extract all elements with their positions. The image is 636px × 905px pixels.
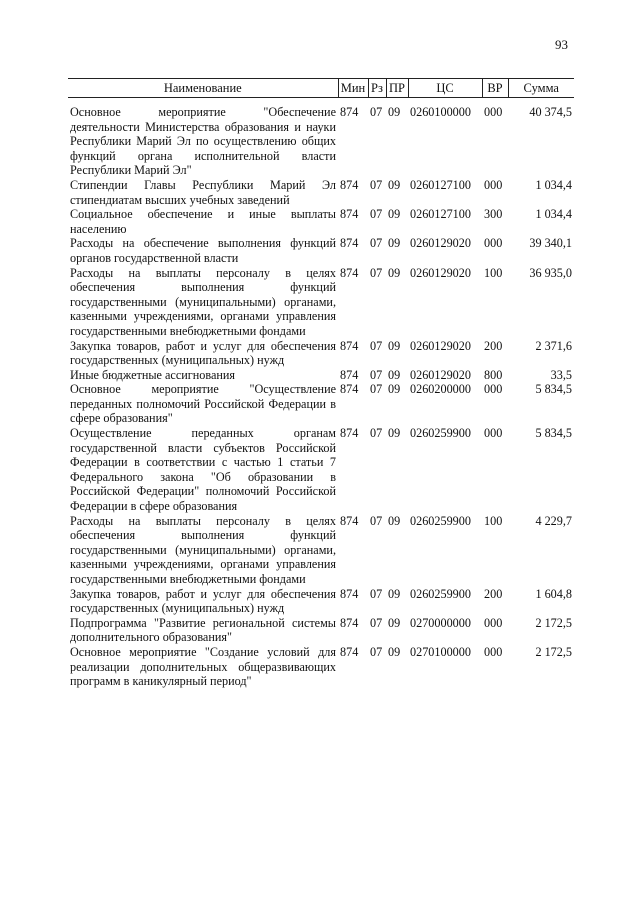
cell-pr: 09 <box>388 177 401 192</box>
cell-vr: 100 <box>484 513 503 528</box>
cell-pr: 09 <box>388 236 401 251</box>
cell-name: Закупка товаров, работ и услуг для обеспечения государственных (муниципальных) нужд <box>70 338 336 368</box>
cell-sum: 2 371,6 <box>535 338 572 353</box>
cell-pr: 09 <box>388 367 401 382</box>
cell-rz: 07 <box>370 367 383 382</box>
cell-rz: 07 <box>370 586 383 601</box>
header-vr: ВР <box>482 79 508 98</box>
table-row <box>68 368 574 383</box>
cell-sum: 40 374,5 <box>529 105 572 119</box>
table-row <box>68 382 574 426</box>
cell-sum: 5 834,5 <box>535 382 572 397</box>
cell-cs: 0260127100 <box>410 177 471 192</box>
cell-pr: 09 <box>388 207 401 222</box>
cell-cs: 0270100000 <box>410 644 471 659</box>
cell-vr: 100 <box>484 265 503 280</box>
cell-name: Расходы на выплаты персоналу в целях обеспечения выполнения функций государственными (муниципальными) органами, казенными учреждениями, органами управления государственными внебюджетными фондами <box>70 513 336 586</box>
header-rz: Рз <box>368 79 386 98</box>
table-row <box>68 98 574 178</box>
cell-rz: 07 <box>370 644 383 659</box>
cell-name: Осуществление переданных органам государственной власти субъектов Российской Федерации в соответствии с частью 1 статьи 7 Федерального закона "Об образовании в Российской Федерации" полномочий Российской Федерации в сфере образования <box>70 426 336 514</box>
table-row <box>68 426 574 514</box>
cell-sum: 1 604,8 <box>535 586 572 601</box>
cell-name: Стипендии Главы Республики Марий Эл стипендиатам высших учебных заведений <box>70 177 336 207</box>
cell-min: 874 <box>340 338 359 353</box>
table-row <box>68 178 574 207</box>
cell-rz: 07 <box>370 105 383 119</box>
cell-pr: 09 <box>388 586 401 601</box>
cell-cs: 0260100000 <box>410 105 471 119</box>
cell-min: 874 <box>340 105 359 119</box>
cell-cs: 0260259900 <box>410 426 471 441</box>
cell-min: 874 <box>340 586 359 601</box>
budget-table <box>68 78 574 689</box>
cell-rz: 07 <box>370 265 383 280</box>
cell-pr: 09 <box>388 382 401 397</box>
cell-vr: 000 <box>484 615 503 630</box>
cell-cs: 0260200000 <box>410 382 471 397</box>
page-number: 93 <box>555 37 568 52</box>
cell-name: Основное мероприятие "Обеспечение деятельности Министерства образования и науки Республики Марий Эл по осуществлению общих функций органа исполнительной власти Республики Марий Эл" <box>70 105 336 178</box>
cell-cs: 0260129020 <box>410 236 471 251</box>
table-header-row <box>68 79 574 98</box>
cell-cs: 0260129020 <box>410 367 471 382</box>
table-row <box>68 266 574 339</box>
header-sum: Сумма <box>508 79 574 98</box>
cell-min: 874 <box>340 177 359 192</box>
cell-vr: 000 <box>484 177 503 192</box>
table-row <box>68 645 574 689</box>
cell-cs: 0260259900 <box>410 513 471 528</box>
cell-min: 874 <box>340 615 359 630</box>
cell-rz: 07 <box>370 177 383 192</box>
cell-vr: 800 <box>484 367 503 382</box>
table-row <box>68 616 574 645</box>
cell-sum: 2 172,5 <box>535 644 572 659</box>
cell-pr: 09 <box>388 644 401 659</box>
cell-sum: 1 034,4 <box>535 207 572 222</box>
cell-name: Основное мероприятие "Осуществление переданных полномочий Российской Федерации в сфере образования" <box>70 382 336 426</box>
cell-sum: 4 229,7 <box>535 513 572 528</box>
cell-min: 874 <box>340 265 359 280</box>
cell-name: Основное мероприятие "Создание условий для реализации дополнительных общеразвивающих программ в каникулярный период" <box>70 644 336 689</box>
cell-sum: 39 340,1 <box>529 236 572 251</box>
cell-cs: 0260129020 <box>410 338 471 353</box>
cell-name: Иные бюджетные ассигнования <box>70 367 236 382</box>
cell-name: Подпрограмма "Развитие региональной системы дополнительного образования" <box>70 615 336 645</box>
header-cs: ЦС <box>408 79 482 98</box>
cell-vr: 000 <box>484 426 503 441</box>
cell-rz: 07 <box>370 338 383 353</box>
cell-pr: 09 <box>388 426 401 441</box>
cell-min: 874 <box>340 513 359 528</box>
cell-vr: 000 <box>484 105 503 119</box>
cell-name: Закупка товаров, работ и услуг для обеспечения государственных (муниципальных) нужд <box>70 586 336 616</box>
cell-cs: 0260127100 <box>410 207 471 222</box>
cell-min: 874 <box>340 236 359 251</box>
cell-cs: 0260129020 <box>410 265 471 280</box>
cell-name: Расходы на выплаты персоналу в целях обеспечения выполнения функций государственными (муниципальными) органами, казенными учреждениями, органами управления государственными внебюджетными фондами <box>70 265 336 338</box>
cell-pr: 09 <box>388 513 401 528</box>
cell-min: 874 <box>340 207 359 222</box>
table-row <box>68 236 574 265</box>
cell-rz: 07 <box>370 207 383 222</box>
cell-vr: 200 <box>484 586 503 601</box>
header-pr: ПР <box>386 79 408 98</box>
cell-vr: 000 <box>484 644 503 659</box>
cell-min: 874 <box>340 426 359 441</box>
cell-sum: 36 935,0 <box>529 265 572 280</box>
cell-min: 874 <box>340 367 359 382</box>
table-row <box>68 339 574 368</box>
cell-pr: 09 <box>388 338 401 353</box>
cell-sum: 33,5 <box>550 367 572 382</box>
cell-rz: 07 <box>370 615 383 630</box>
cell-sum: 2 172,5 <box>535 615 572 630</box>
cell-vr: 000 <box>484 236 503 251</box>
cell-rz: 07 <box>370 236 383 251</box>
table-row <box>68 207 574 236</box>
cell-rz: 07 <box>370 513 383 528</box>
cell-pr: 09 <box>388 265 401 280</box>
cell-rz: 07 <box>370 382 383 397</box>
header-min: Мин <box>338 79 368 98</box>
cell-name: Расходы на обеспечение выполнения функций органов государственной власти <box>70 236 336 265</box>
cell-min: 874 <box>340 644 359 659</box>
cell-pr: 09 <box>388 615 401 630</box>
cell-name: Социальное обеспечение и иные выплаты населению <box>70 207 336 236</box>
table-row <box>68 514 574 587</box>
table-row <box>68 587 574 616</box>
cell-rz: 07 <box>370 426 383 441</box>
cell-cs: 0270000000 <box>410 615 471 630</box>
cell-pr: 09 <box>388 105 401 119</box>
cell-vr: 000 <box>484 382 503 397</box>
cell-vr: 300 <box>484 207 503 222</box>
header-name: Наименование <box>68 79 338 98</box>
cell-vr: 200 <box>484 338 503 353</box>
cell-sum: 5 834,5 <box>535 426 572 441</box>
cell-sum: 1 034,4 <box>535 177 572 192</box>
cell-cs: 0260259900 <box>410 586 471 601</box>
cell-min: 874 <box>340 382 359 397</box>
